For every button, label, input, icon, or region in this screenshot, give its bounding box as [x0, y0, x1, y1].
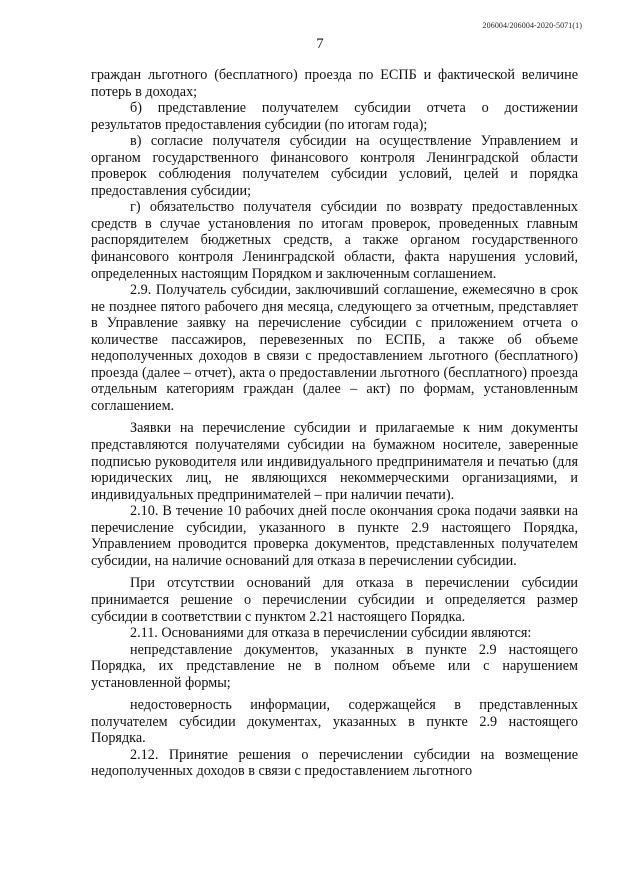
- paragraph-item-v: в) согласие получателя субсидии на осуществление Управлением и органом государственного финансового контроля Ленинградской области проверок соблюдения получателем субсидии условий, целей и порядка предоставления субсидии;: [91, 133, 578, 199]
- paragraph-item-b: б) представление получателем субсидии отчета о достижении результатов предоставления субсидии (по итогам года);: [91, 100, 578, 133]
- paragraph-2-9: 2.9. Получатель субсидии, заключивший соглашение, ежемесячно в срок не позднее пятого рабочего дня месяца, следующего за отчетным, представляет в Управление заявку на перечисление субсидии с приложением отчета о количестве пассажиров, перевезенных по ЕСПБ, а также об объеме недополученных доходов в связи с предоставлением льготного (бесплатного) проезда (далее – отчет), акта о предоставлении льготного (бесплатного) проезда отдельным категориям граждан (далее – акт) по формам, установленным соглашением.: [91, 282, 578, 414]
- document-id: 206004/206004-2020-5071(1): [482, 21, 582, 30]
- paragraph-2-10-decision: При отсутствии оснований для отказа в перечислении субсидии принимается решение о перечислении субсидии и определяется размер субсидии в соответствии с пунктом 2.21 настоящего Порядка.: [91, 575, 578, 625]
- document-body: [91, 67, 578, 780]
- paragraph-2-11: 2.11. Основаниями для отказа в перечислении субсидии являются:: [130, 625, 532, 642]
- paragraph-2-9-applications: Заявки на перечисление субсидии и прилагаемые к ним документы представляются получателями субсидии на бумажном носителе, заверенные подписью руководителя или индивидуального предпринимателя и печатью (для юридических лиц, не являющихся некоммерческими организациями, и индивидуальных предпринимателей – при наличии печати).: [91, 420, 578, 503]
- paragraph-2-12: 2.12. Принятие решения о перечислении субсидии на возмещение недополученных доходов в связи с предоставлением льготного: [91, 746, 578, 780]
- page-number: 7: [316, 36, 324, 52]
- paragraph-item-g: г) обязательство получателя субсидии по возврату предоставленных средств в случае установления по итогам проверок, проведенных главным распорядителем бюджетных средств, а также органом государственного финансового контроля Ленинградской области, факта нарушения условий, определенных настоящим Порядком и заключенным соглашением.: [91, 199, 578, 282]
- paragraph-2-11-ground-1: непредставление документов, указанных в пункте 2.9 настоящего Порядка, их представление не в полном объеме или с нарушением установленной формы;: [91, 641, 578, 691]
- paragraph-2-11-ground-2: недостоверность информации, содержащейся в представленных получателем субсидии документах, указанных в пункте 2.9 настоящего Порядка.: [91, 697, 578, 747]
- paragraph-2-10: 2.10. В течение 10 рабочих дней после окончания срока подачи заявки на перечисление субсидии, указанного в пункте 2.9 настоящего Порядка, Управлением проводится проверка документов, представленных получателем субсидии, на наличие оснований для отказа в перечислении субсидии.: [91, 503, 578, 569]
- paragraph-continuation: граждан льготного (бесплатного) проезда по ЕСПБ и фактической величине потерь в доходах;: [91, 67, 578, 100]
